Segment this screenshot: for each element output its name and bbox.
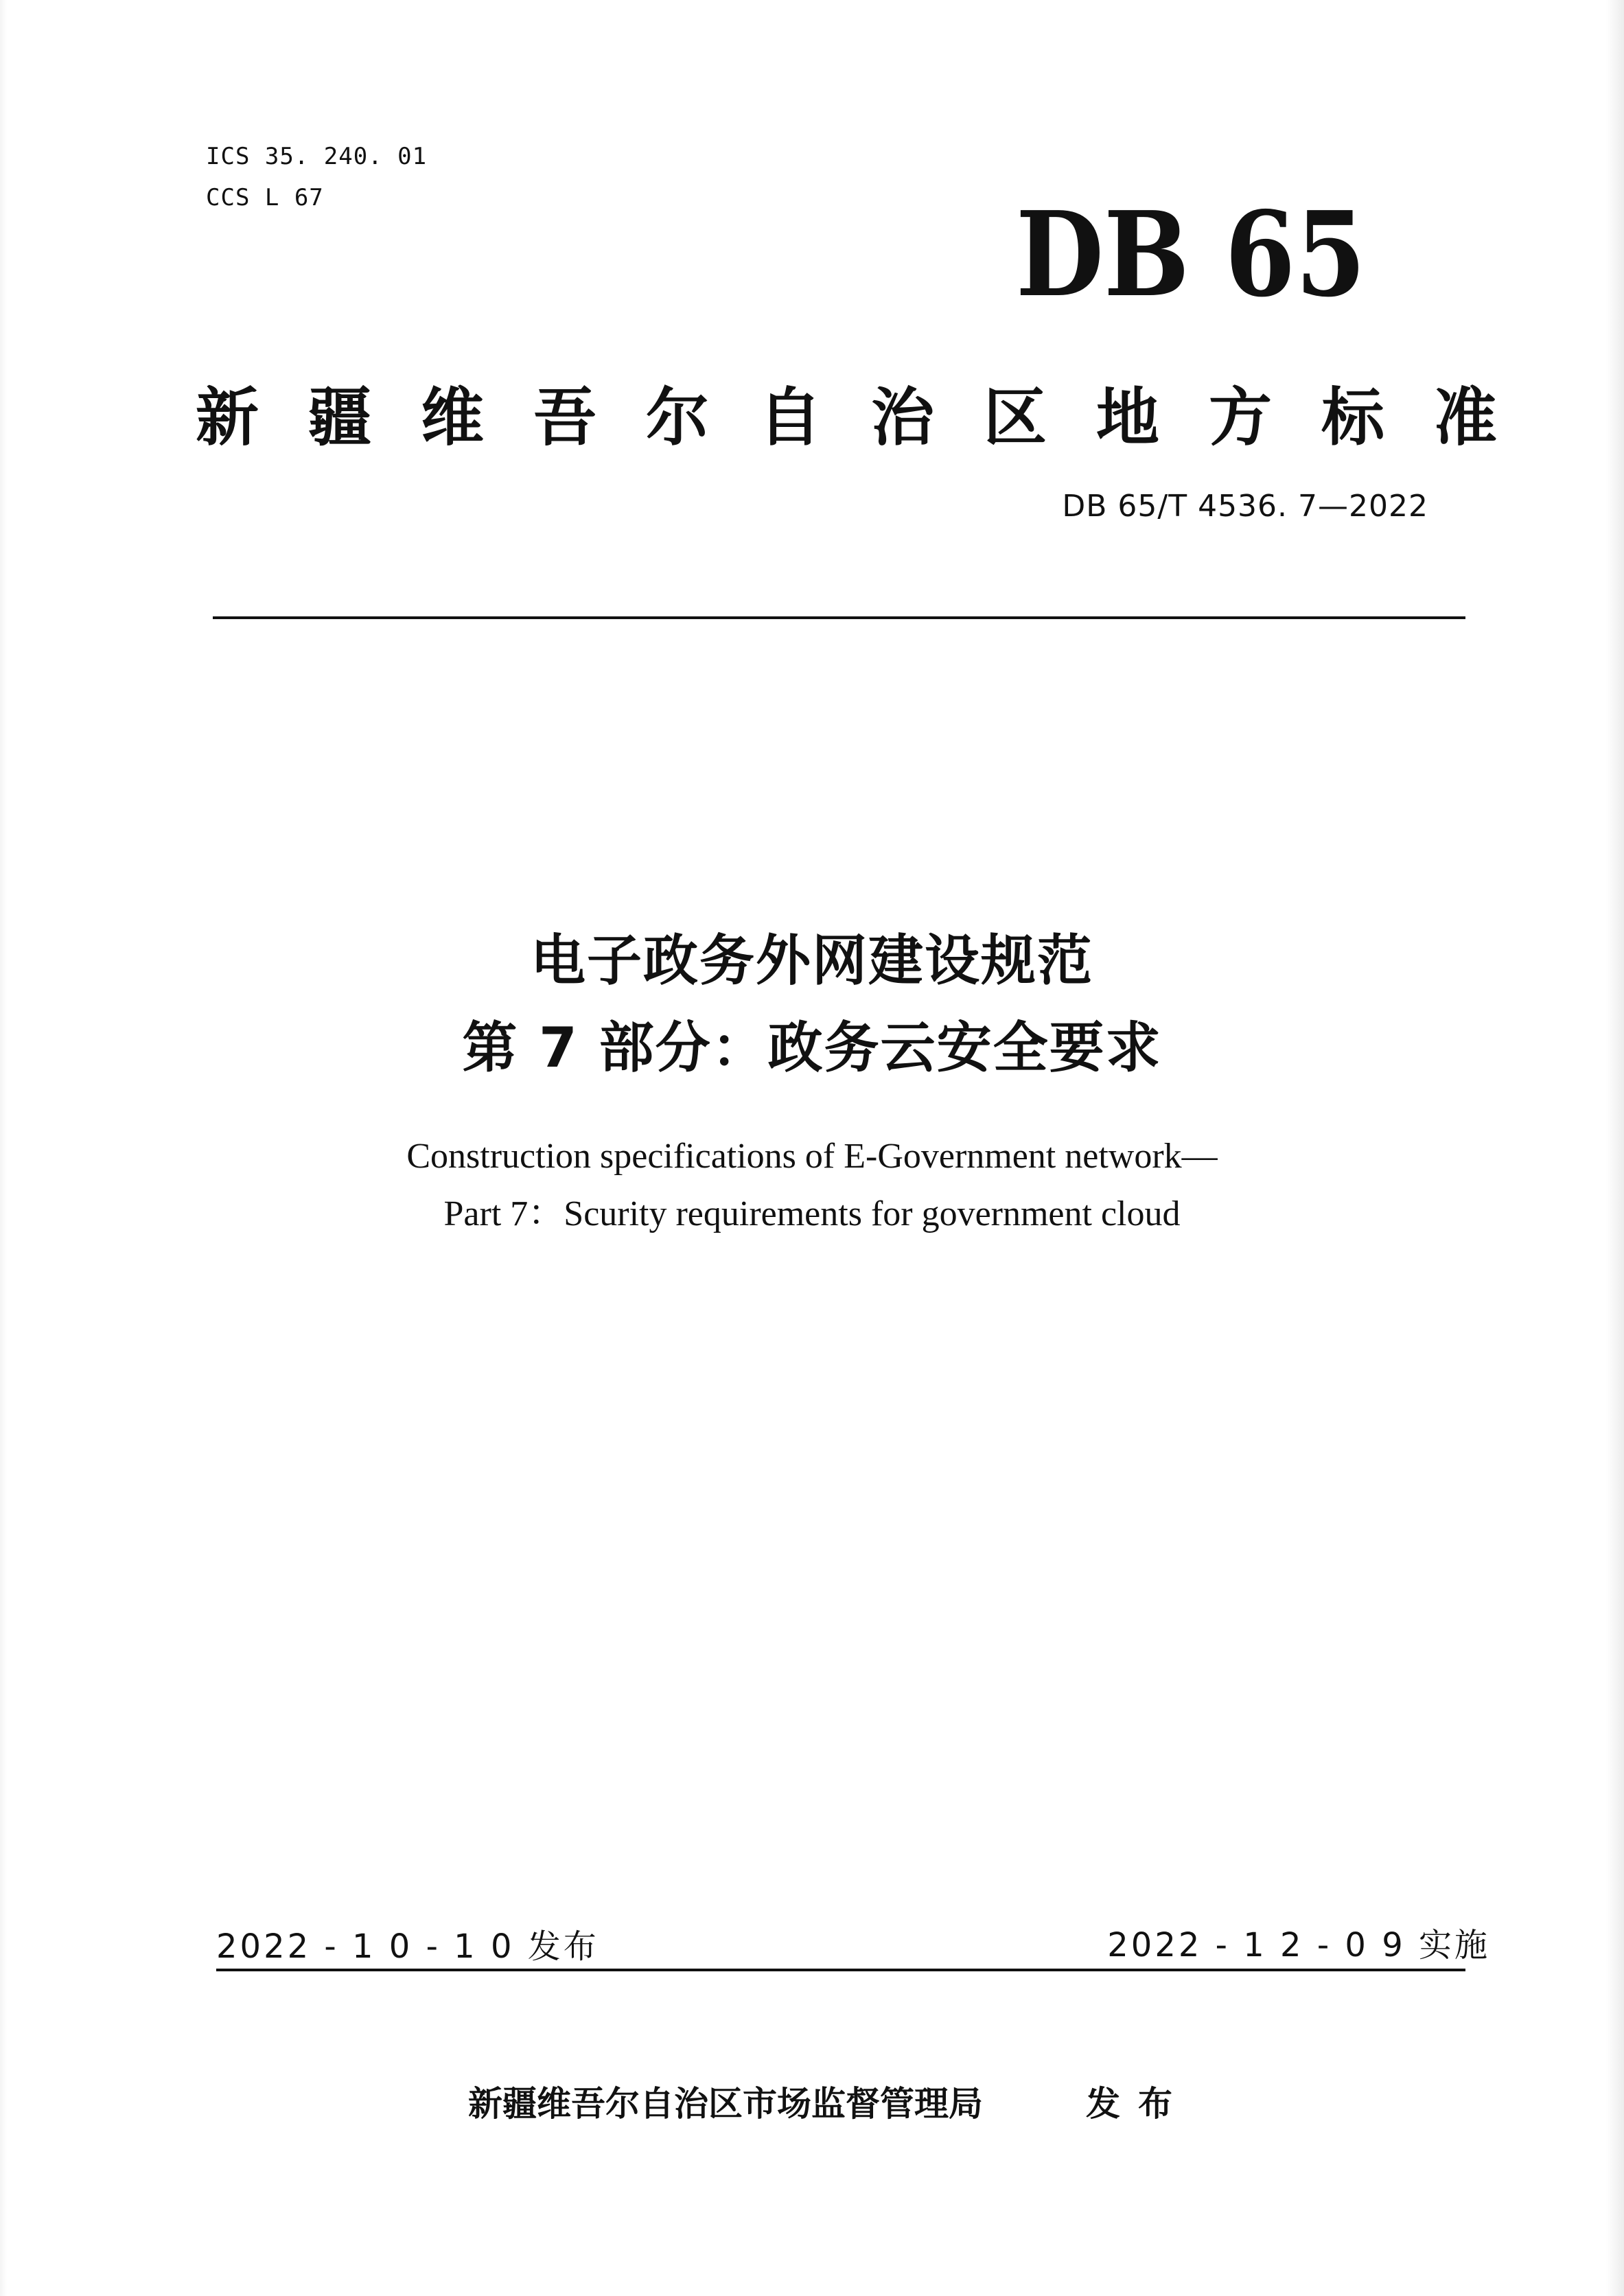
top-divider xyxy=(213,616,1465,619)
implementation-date: 2022 - 1 2 - 0 9 实施 xyxy=(1107,1926,1490,1964)
standard-number: DB 65/T 4536. 7—2022 xyxy=(1062,489,1428,524)
title-en-line1: Construction specifications of E-Government network— xyxy=(406,1137,1218,1176)
ccs-code: CCS L 67 xyxy=(206,184,324,211)
db65-logo xyxy=(1016,186,1366,323)
title-en-line2: Part 7：Scurity requirements for government cloud xyxy=(443,1194,1181,1233)
db65-logo-text: DB 65 xyxy=(1016,186,1366,323)
bottom-divider xyxy=(216,1969,1465,1971)
region-standard-title: 新疆维吾尔自治区地方标准 xyxy=(196,381,1547,454)
title-zh-line1: 电子政务外网建设规范 xyxy=(531,929,1093,993)
ics-code: ICS 35. 240. 01 xyxy=(206,143,428,170)
title-zh-line2: 第 7 部分：政务云安全要求 xyxy=(462,1016,1162,1080)
publisher-name: 新疆维吾尔自治区市场监督管理局 xyxy=(468,2084,983,2124)
publish-label: 发布 xyxy=(1086,2084,1190,2124)
issue-date: 2022 - 1 0 - 1 0 发布 xyxy=(216,1927,599,1966)
